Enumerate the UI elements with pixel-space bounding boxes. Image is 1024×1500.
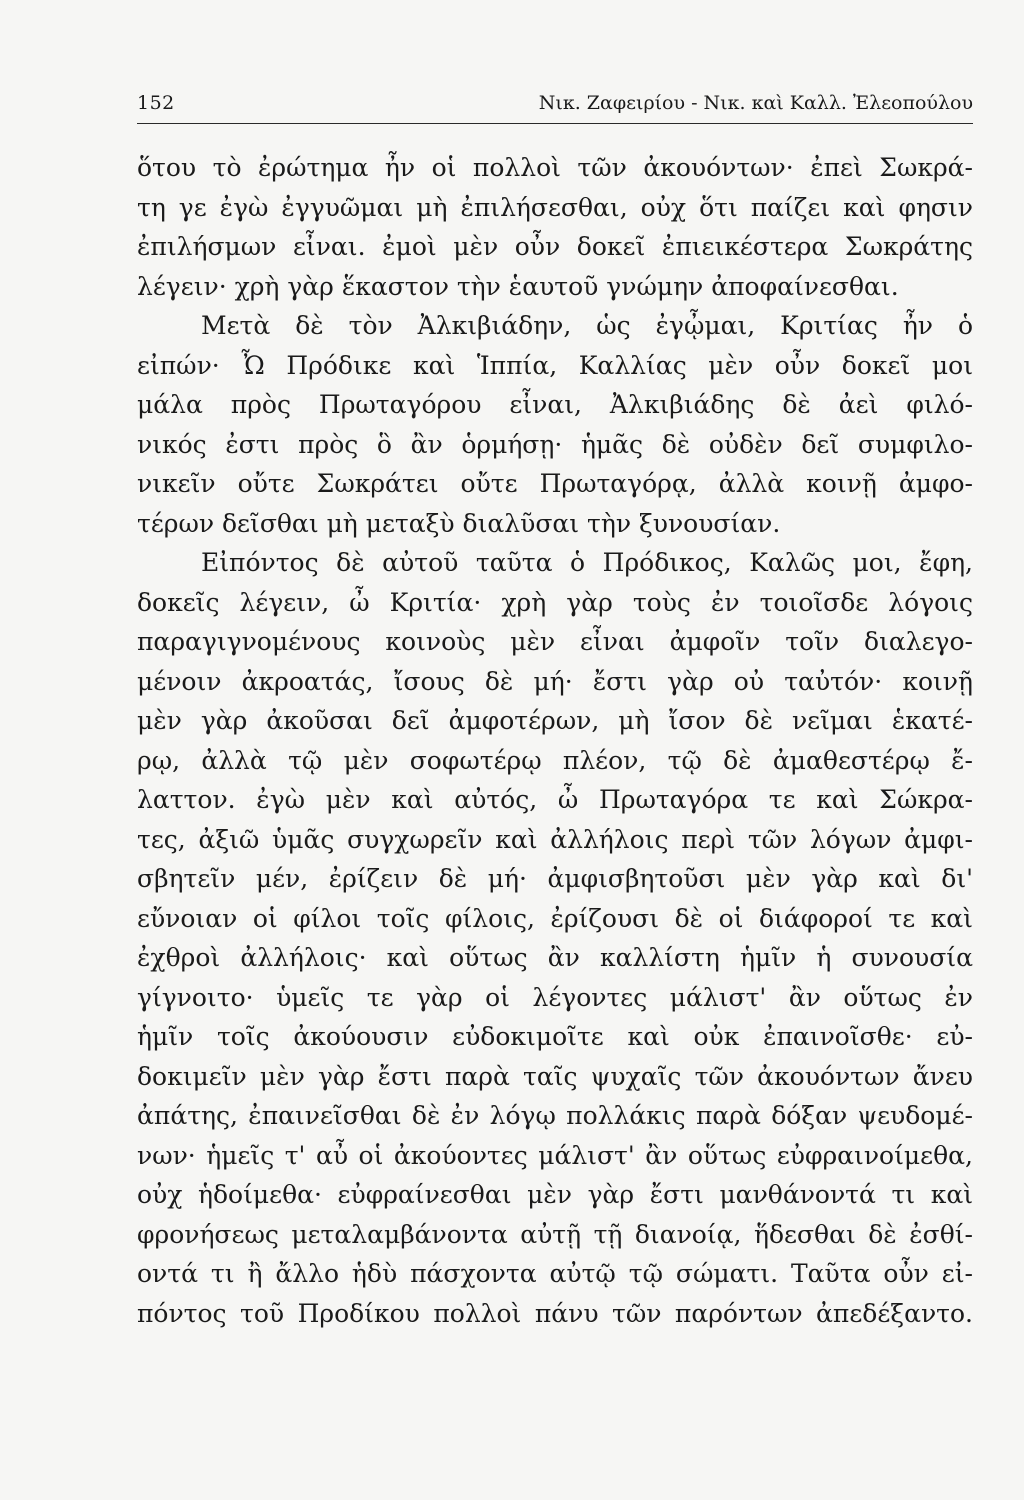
running-head: Νικ. Ζαφειρίου - Νικ. καὶ Καλλ. Ἐλεοπούλου — [538, 92, 973, 114]
text-line: δοκεῖς λέγειν, ὦ Κριτία· χρὴ γὰρ τοὺς ἐν τοιοῖσδε λόγοις — [137, 587, 973, 617]
text-line: νων· ἡμεῖς τ' αὖ οἱ ἀκούοντες μάλιστ' ἂν οὕτως εὐφραινοίμεθα, — [137, 1140, 973, 1170]
text-line: εἰπών· Ὦ Πρόδικε καὶ Ἱππία, Καλλίας μὲν οὖν δοκεῖ μοι — [137, 350, 973, 380]
text-line: λέγειν· χρὴ γὰρ ἕκαστον τὴν ἑαυτοῦ γνώμην ἀποφαίνεσθαι. — [137, 271, 899, 301]
text-line: μένοιν ἀκροατάς, ἴσους δὲ μή· ἔστι γὰρ οὐ ταὐτόν· κοινῇ — [137, 666, 973, 696]
body-text — [137, 148, 973, 1333]
text-line: τες, ἀξιῶ ὑμᾶς συγχωρεῖν καὶ ἀλλήλοις περὶ τῶν λόγων ἀμφι- — [137, 824, 973, 854]
text-line: οντά τι ἢ ἄλλο ἡδὺ πάσχοντα αὐτῷ τῷ σώματι. Ταῦτα οὖν εἰ- — [137, 1259, 973, 1288]
text-line: μὲν γὰρ ἀκοῦσαι δεῖ ἀμφοτέρων, μὴ ἴσον δὲ νεῖμαι ἑκατέ- — [137, 706, 973, 735]
text-line: παραγιγνομένους κοινοὺς μὲν εἶναι ἀμφοῖν τοῖν διαλεγο- — [137, 627, 973, 656]
text-line: οὐχ ἡδοίμεθα· εὐφραίνεσθαι μὲν γὰρ ἔστι μανθάνοντά τι καὶ — [137, 1180, 973, 1209]
text-line: ἀπάτης, ἐπαινεῖσθαι δὲ ἐν λόγῳ πολλάκις παρὰ δόξαν ψευδομέ- — [137, 1101, 973, 1130]
text-line: γίγνοιτο· ὑμεῖς τε γὰρ οἱ λέγοντες μάλιστ' ἂν οὕτως ἐν — [137, 982, 973, 1012]
text-line: εὔνοιαν οἱ φίλοι τοῖς φίλοις, ἐρίζουσι δὲ οἱ διάφοροί τε καὶ — [137, 903, 973, 933]
text-line: ὅτου τὸ ἐρώτημα ἦν οἱ πολλοὶ τῶν ἀκουόντων· ἐπεὶ Σωκρά- — [137, 153, 973, 182]
text-line: ἐπιλήσμων εἶναι. ἐμοὶ μὲν οὖν δοκεῖ ἐπιεικέστερα Σωκράτης — [137, 232, 973, 261]
header-rule — [137, 123, 973, 124]
text-line: δοκιμεῖν μὲν γὰρ ἔστι παρὰ ταῖς ψυχαῖς τῶν ἀκουόντων ἄνευ — [137, 1061, 973, 1091]
text-line: Εἰπόντος δὲ αὐτοῦ ταῦτα ὁ Πρόδικος, Καλῶς μοι, ἔφη, — [201, 548, 973, 577]
text-line: φρονήσεως μεταλαμβάνοντα αὐτῇ τῇ διανοίᾳ, ἥδεσθαι δὲ ἐσθί- — [137, 1219, 973, 1249]
text-line: Μετὰ δὲ τὸν Ἀλκιβιάδην, ὡς ἐγᾦμαι, Κριτίας ἦν ὁ — [201, 311, 973, 340]
text-line: πόντος τοῦ Προδίκου πολλοὶ πάνυ τῶν παρόντων ἀπεδέξαντο. — [137, 1298, 973, 1328]
text-line: μάλα πρὸς Πρωταγόρου εἶναι, Ἀλκιβιάδης δὲ ἀεὶ φιλό- — [137, 390, 973, 419]
text-line: τέρων δεῖσθαι μὴ μεταξὺ διαλῦσαι τὴν ξυνουσίαν. — [137, 508, 781, 538]
page-number: 152 — [137, 92, 175, 114]
text-line: νικός ἐστι πρὸς ὃ ἂν ὁρμήσῃ· ἡμᾶς δὲ οὐδὲν δεῖ συμφιλο- — [137, 429, 973, 459]
page-header — [137, 88, 973, 122]
text-line: νικεῖν οὔτε Σωκράτει οὔτε Πρωταγόρᾳ, ἀλλὰ κοινῇ ἀμφο- — [137, 469, 973, 498]
text-line: λαττον. ἐγὼ μὲν καὶ αὐτός, ὦ Πρωταγόρα τε καὶ Σώκρα- — [137, 785, 973, 814]
text-line: σβητεῖν μέν, ἐρίζειν δὲ μή· ἀμφισβητοῦσι μὲν γὰρ καὶ δι' — [137, 864, 973, 893]
text-line: τη γε ἐγὼ ἐγγυῶμαι μὴ ἐπιλήσεσθαι, οὐχ ὅτι παίζει καὶ φησιν — [137, 192, 973, 222]
text-line: ἐχθροὶ ἀλλήλοις· καὶ οὕτως ἂν καλλίστη ἡμῖν ἡ συνουσία — [137, 943, 973, 972]
text-line: ρῳ, ἀλλὰ τῷ μὲν σοφωτέρῳ πλέον, τῷ δὲ ἀμαθεστέρῳ ἔ- — [137, 745, 973, 775]
text-line: ἡμῖν τοῖς ἀκούουσιν εὐδοκιμοῖτε καὶ οὐκ ἐπαινοῖσθε· εὐ- — [137, 1022, 973, 1051]
